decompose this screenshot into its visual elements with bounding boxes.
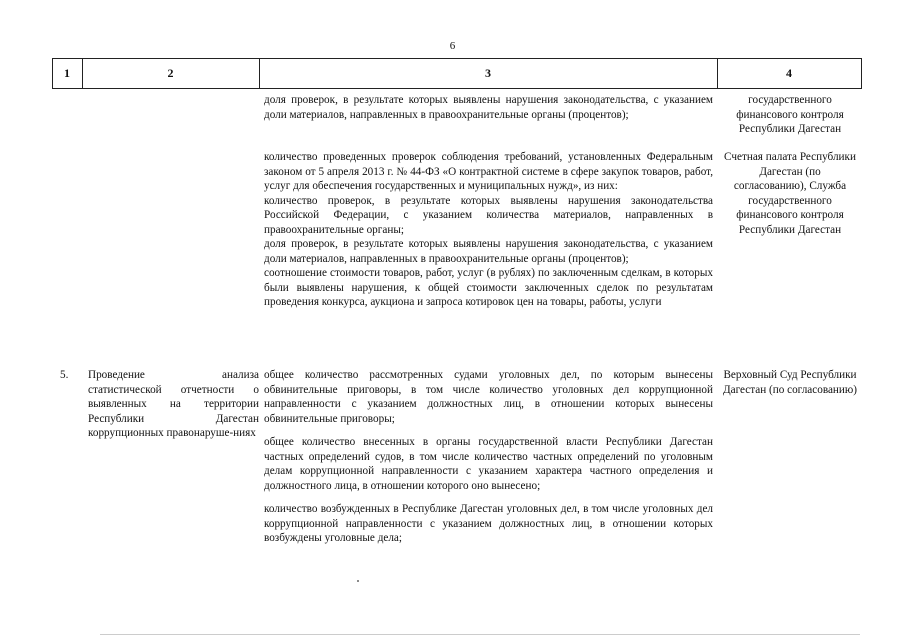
indicator-paragraph: количество возбужденных в Республике Дагестан уголовных дел, в том числе уголовных дел коррупционной направленности с указанием должностных лиц, в отношении которых возбуждены уголовные дела; xyxy=(264,503,713,544)
header-border-right xyxy=(861,58,862,89)
indicator-paragraph: общее количество рассмотренных судами уголовных дел, по которым вынесены обвинительные приговоры, в том числе количество уголовных дел коррупционной направленности с указанием должностных лиц, в отношении которых вынесены обвинительные приговоры; xyxy=(264,369,713,425)
row-5-responsible: Верховный Суд Республики Дагестан (по согласованию) xyxy=(723,369,857,396)
indicator-paragraph: доля проверок, в результате которых выявлены нарушения законодательства, с указанием доли материалов, направленных в правоохранительные органы (процентов); xyxy=(264,238,713,265)
prev-row-indicators xyxy=(264,150,713,310)
header-col-1: 1 xyxy=(64,66,70,80)
scan-edge xyxy=(100,634,860,635)
indicator-paragraph: количество проверок, в результате которых выявлены нарушения законодательства Российской Федерации, с указанием количества материалов, направленных в правоохранительные органы; xyxy=(264,194,713,236)
header-col-4: 4 xyxy=(786,66,792,80)
header-col-2: 2 xyxy=(167,66,174,80)
scan-speck xyxy=(357,580,359,582)
page-number: 6 xyxy=(449,40,456,52)
indicator-paragraph: соотношение стоимости товаров, работ, услуг (в рублях) по заключенным сделкам, в которых были выявлены нарушения, к общей стоимости заключенных сделок по результатам проведения конкурса, аукциона и запроса котировок цен на товары, работы, услуги xyxy=(264,267,713,308)
indicator-paragraph: общее количество внесенных в органы государственной власти Республики Дагестан частных определений судов, в том числе количество частных определений по уголовным делам коррупционной направленности с указанием характера частного определения и должностного лица, в отношении которого оно вынесено; xyxy=(264,436,713,492)
header-col-3: 3 xyxy=(485,66,491,80)
cont-row-responsible: государственного финансового контроля Республики Дагестан xyxy=(736,94,844,135)
cont-row-indicator: доля проверок, в результате которых выявлены нарушения законодательства, с указанием доли материалов, направленных в правоохранительные органы (процентов); xyxy=(264,94,713,121)
row-5-indicators xyxy=(264,368,713,546)
indicator-paragraph: количество проведенных проверок соблюдения требований, установленных Федеральным законом от 5 апреля 2013 г. № 44-ФЗ «О контрактной системе в сфере закупок товаров, работ, услуг для обеспечения государственных и муниципальных нужд», из них: xyxy=(264,151,713,192)
row-5-number: 5. xyxy=(60,369,69,381)
prev-row-responsible: Счетная палата Республики Дагестан (по согласованию), Служба государственного финансового контроля Республики Дагестан xyxy=(724,151,856,236)
row-5-measure: Проведение анализа статистической отчетности о выявленных на территории Республики Дагестан коррупционных правонаруше-ниях xyxy=(88,369,259,439)
header-bottom-rule xyxy=(52,88,862,89)
